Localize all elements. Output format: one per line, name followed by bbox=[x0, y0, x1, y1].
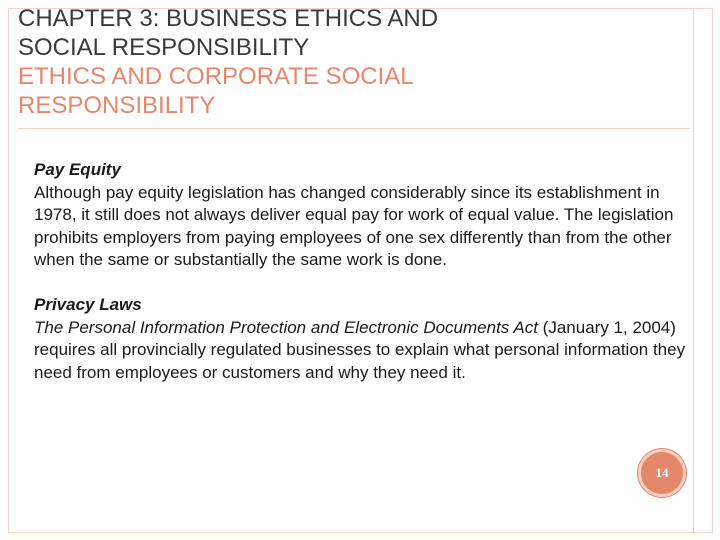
slide-content bbox=[34, 159, 694, 384]
pay-equity-heading: Pay Equity bbox=[34, 160, 121, 179]
title-chapter-line-2: SOCIAL RESPONSIBILITY bbox=[18, 34, 310, 61]
title-subtitle-line-1: ETHICS AND CORPORATE SOCIAL bbox=[18, 63, 414, 90]
section-spacer bbox=[34, 272, 694, 295]
pay-equity-body: Although pay equity legislation has changed considerably since its establishment in 1978, it still does not always deliver equal pay for work of equal value. The legislation prohibits employers from paying employees of one sex differently than from the other when the same or substantially the same work is done. bbox=[34, 182, 674, 269]
slide-title bbox=[18, 4, 658, 120]
title-divider bbox=[18, 128, 690, 129]
title-subtitle-line-2: RESPONSIBILITY bbox=[18, 92, 216, 119]
slide-side-band bbox=[693, 8, 712, 533]
privacy-laws-heading: Privacy Laws bbox=[34, 295, 142, 314]
privacy-laws-body bbox=[34, 317, 694, 385]
act-name: The Personal Information Protection and Electronic Documents Act bbox=[34, 317, 538, 337]
page-number-badge: 14 bbox=[638, 449, 686, 497]
privacy-laws-body-text: (January 1, 2004) requires all provincially regulated businesses to explain what personal information they need from employees or customers and why they need it. bbox=[34, 317, 686, 382]
title-chapter-line-1: CHAPTER 3: BUSINESS ETHICS AND bbox=[18, 5, 439, 32]
